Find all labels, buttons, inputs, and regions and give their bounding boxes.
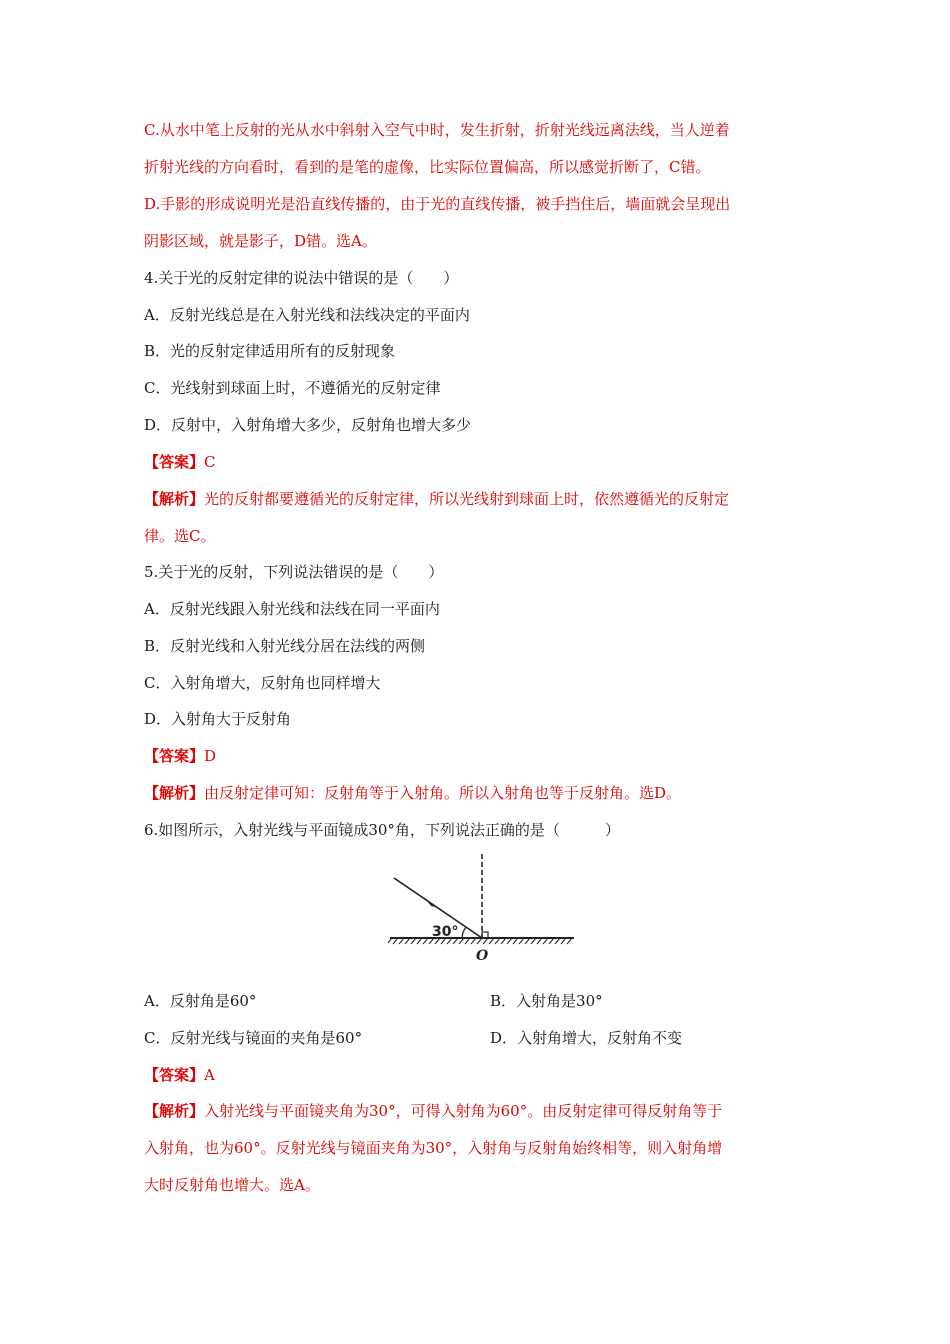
answer-value: C bbox=[204, 453, 216, 471]
q3-explanation-d-line1: D.手影的形成说明光是沿直线传播的，由于光的直线传播，被手挡住后，墙面就会呈现出 bbox=[144, 195, 731, 213]
answer-tag: 【答案】 bbox=[144, 1066, 205, 1084]
q3-explanation-c-line2: 折射光线的方向看时，看到的是笔的虚像，比实际位置偏高，所以感觉折断了，C错。 bbox=[144, 158, 711, 176]
q6-option-c: C．反射光线与镜面的夹角是60° bbox=[144, 1029, 363, 1047]
q5-stem: 5.关于光的反射，下列说法错误的是（ ） bbox=[144, 563, 444, 581]
q4-option-a: A．反射光线总是在入射光线和法线决定的平面内 bbox=[144, 306, 470, 324]
q5-option-b: B．反射光线和入射光线分居在法线的两侧 bbox=[144, 637, 426, 655]
q4-answer bbox=[144, 452, 810, 472]
q6-stem: 6.如图所示，入射光线与平面镜成30°角，下列说法正确的是（ ） bbox=[144, 821, 620, 839]
q5-option-c: C．入射角增大，反射角也同样增大 bbox=[144, 674, 381, 692]
explanation-tag: 【解析】 bbox=[144, 1102, 205, 1120]
q6-option-a: A．反射角是60° bbox=[144, 992, 257, 1010]
explanation-tag: 【解析】 bbox=[144, 784, 205, 802]
q4-option-c: C．光线射到球面上时，不遵循光的反射定律 bbox=[144, 379, 441, 397]
q5-explanation-line1 bbox=[144, 783, 810, 803]
explanation-text: 光的反射都要遵循光的反射定律，所以光线射到球面上时，依然遵循光的反射定 bbox=[204, 490, 730, 508]
q5-answer bbox=[144, 746, 810, 766]
q6-answer bbox=[144, 1065, 810, 1085]
q6-explanation-line3: 大时反射角也增大。选A。 bbox=[144, 1176, 320, 1194]
q3-explanation-d-line2: 阴影区域，就是影子，D错。选A。 bbox=[144, 232, 377, 250]
q5-option-d: D．入射角大于反射角 bbox=[144, 710, 292, 728]
point-o-label: O bbox=[476, 948, 489, 964]
answer-tag: 【答案】 bbox=[144, 453, 205, 471]
q4-explanation-line1 bbox=[144, 489, 810, 509]
q4-option-d: D．反射中，入射角增大多少，反射角也增大多少 bbox=[144, 416, 472, 434]
q4-stem: 4.关于光的反射定律的说法中错误的是（ ） bbox=[144, 269, 459, 287]
explanation-text: 由反射定律可知：反射角等于入射角。所以入射角也等于反射角。选D。 bbox=[204, 784, 682, 802]
explanation-tag: 【解析】 bbox=[144, 490, 205, 508]
explanation-text: 入射光线与平面镜夹角为30°，可得入射角为60°。由反射定律可得反射角等于 bbox=[204, 1102, 723, 1120]
q6-explanation-line2: 入射角，也为60°。反射光线与镜面夹角为30°，入射角与反射角始终相等，则入射角增 bbox=[144, 1139, 723, 1157]
q6-option-d: D．入射角增大，反射角不变 bbox=[490, 1029, 683, 1047]
q4-option-b: B．光的反射定律适用所有的反射现象 bbox=[144, 342, 396, 360]
angle-arc bbox=[462, 927, 466, 938]
answer-value: D bbox=[204, 747, 217, 765]
q6-options-row1 bbox=[144, 991, 810, 1011]
q6-explanation-line1 bbox=[144, 1101, 810, 1121]
angle-label: 30° bbox=[432, 924, 459, 940]
answer-tag: 【答案】 bbox=[144, 747, 205, 765]
answer-value: A bbox=[204, 1066, 215, 1084]
q4-explanation-line2: 律。选C。 bbox=[144, 527, 216, 545]
q6-options-row2 bbox=[144, 1028, 810, 1048]
q6-option-b: B．入射角是30° bbox=[490, 992, 603, 1010]
q5-option-a: A．反射光线跟入射光线和法线在同一平面内 bbox=[144, 600, 440, 618]
reflection-diagram bbox=[388, 852, 578, 964]
q3-explanation-c-line1: C.从水中笔上反射的光从水中斜射入空气中时，发生折射，折射光线远离法线，当人逆着 bbox=[144, 121, 730, 139]
